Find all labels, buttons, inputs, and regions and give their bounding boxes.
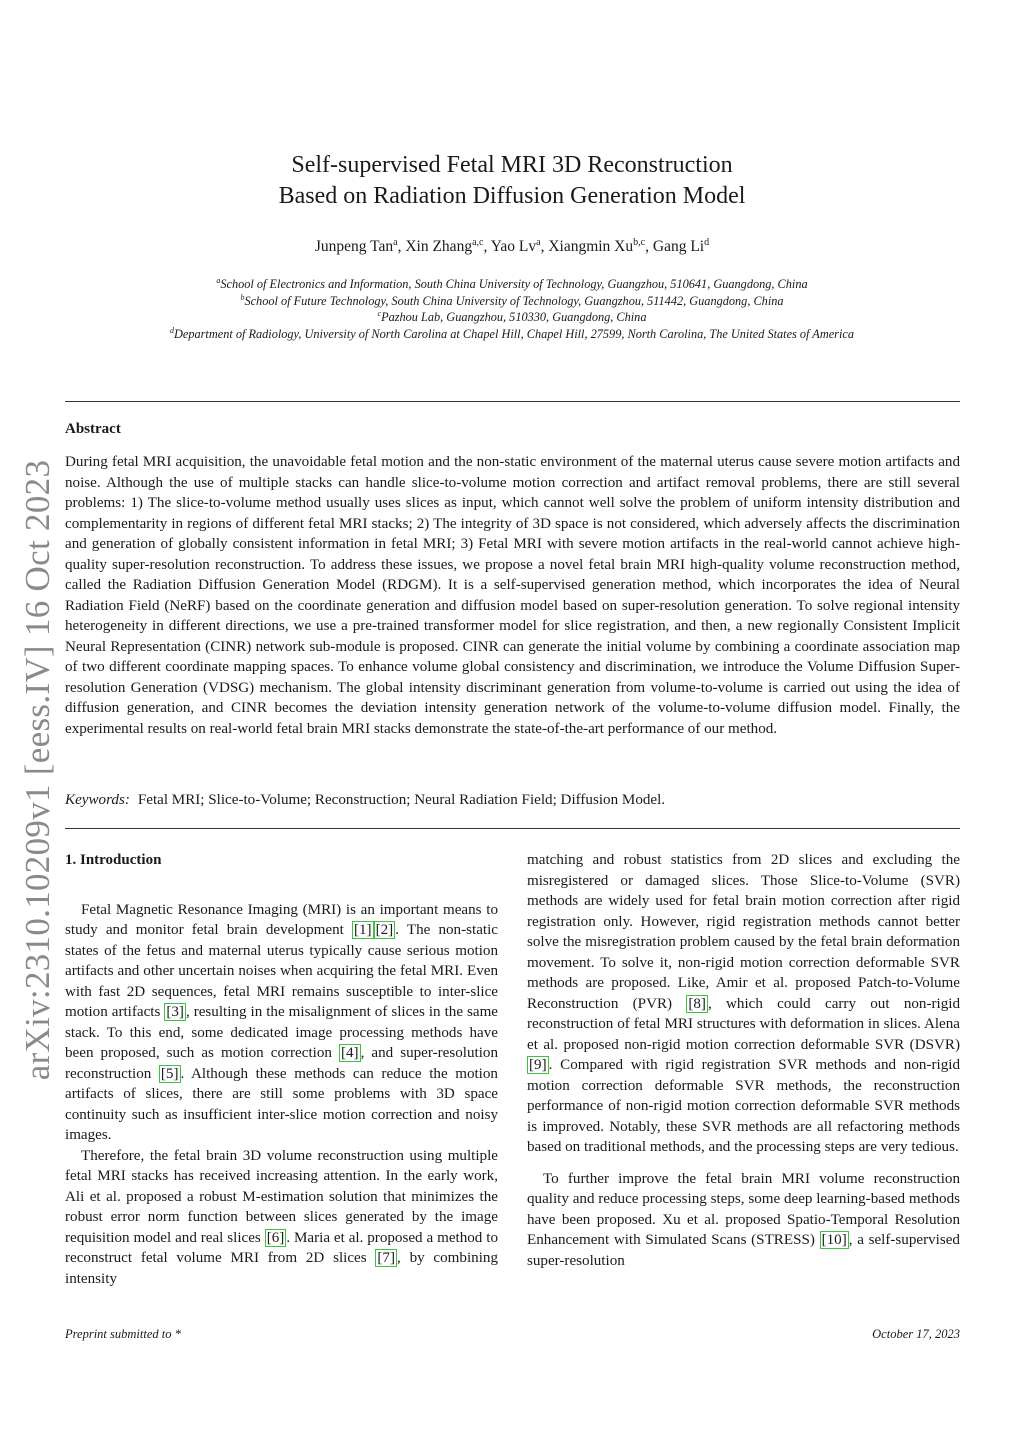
footer-date: October 17, 2023 xyxy=(872,1327,960,1341)
right-column xyxy=(527,850,960,1271)
citation-link[interactable]: [10] xyxy=(821,1232,847,1248)
footer-preprint: Preprint submitted to * xyxy=(65,1327,181,1341)
left-column xyxy=(65,850,498,1289)
affiliation-line xyxy=(0,326,1024,343)
affiliation-mark: c xyxy=(377,308,382,318)
citation-link[interactable]: [8] xyxy=(688,995,706,1012)
arxiv-sidebar xyxy=(8,450,68,1090)
bottom-divider xyxy=(65,828,960,829)
author-name: Gang Li xyxy=(652,238,705,255)
citation-link[interactable]: [6] xyxy=(266,1229,285,1246)
intro-paragraph-2: Therefore, the fetal brain 3D volume reconstruction using multiple fetal MRI stacks has received increasing attention. In the early work, Ali et al. proposed a robust M-estimation solution that minimizes the robust error norm function between slices generated by the image requisition model and real slices [6] . Maria et al. proposed a method to reconstruct fetal volume MRI from 2D slices [7] , by combining intensity xyxy=(65,1147,498,1287)
author-name: Xiangmin Xu xyxy=(548,238,634,255)
citation-link[interactable]: [2] xyxy=(375,922,394,938)
abstract-heading: Abstract xyxy=(65,421,121,437)
keywords xyxy=(65,792,960,809)
author-affil-mark: d xyxy=(704,236,710,248)
citation-link[interactable]: [3] xyxy=(166,1004,184,1020)
intro-paragraph-1: Fetal Magnetic Resonance Imaging (MRI) is an important means to study and monitor fetal brain development [1] [2] . The non-static states of the fetus and maternal uterus typically cause serious motion artifacts and other uncertain noises when acquiring the fetal MRI. Even with fast 2D sequences, fetal MRI remains susceptible to inter-slice motion artifacts [3] , resulting in the misalignment of slices in the same stack. To this end, some dedicated image processing methods have been proposed, such as motion correction [4] , and super-resolution reconstruction [5] . Although these methods can reduce the motion artifacts of slices, there are still some problems with 3D space continuity such as insufficient inter-slice motion correction and noisy images. xyxy=(65,901,499,1143)
title-line-2: Based on Radiation Diffusion Generation Model xyxy=(278,183,746,209)
abstract-body: During fetal MRI acquisition, the unavoidable fetal motion and the non-static environment of the maternal uterus cause severe motion artifacts and noise. Although the use of multiple stacks can handle slice-to-volume motion correction and artifact removal problems, there are still several problems: 1) The slice-to-volume method usually uses slices as input, which cannot well solve the problem of uniform intensity distribution and complementarity in regions of different fetal MRI stacks; 2) The integrity of 3D space is not considered, which adversely affects the discrimination and generation of globally consistent information in fetal MRI; 3) Fetal MRI with severe motion artifacts in the real-world cannot achieve high-quality super-resolution reconstruction. To address these issues, we propose a novel fetal brain MRI high-quality volume reconstruction method, called the Radiation Diffusion Generation Model (RDGM). It is a self-supervised generation method, which incorporates the idea of Neural Radiation Field (NeRF) based on the coordinate generation and diffusion model based on super-resolution generation. To solve regional intensity heterogeneity in different directions, we use a pre-trained transformer model for slice registration, and then, a new regionally Consistent Implicit Neural Representation (CINR) network sub-module is proposed. CINR can generate the initial volume by combining a coordinate association map of two different coordinate mapping spaces. To enhance volume global consistency and discrimination, we introduce the Volume Diffusion Super-resolution Generation (VDSG) mechanism. The global intensity discriminant generation from volume-to-volume is carried out using the idea of diffusion generation, and CINR becomes the deviation intensity generation network of the volume-to-volume diffusion model. Finally, the experimental results on real-world fetal brain MRI stacks demonstrate the state-of-the-art performance of our method. xyxy=(65,454,960,737)
paper-title xyxy=(0,150,1024,212)
author-affil-mark: a,c xyxy=(472,236,484,248)
author-name: Yao Lv xyxy=(490,238,537,255)
affiliation-text: Pazhou Lab, Guangzhou, 510330, Guangdong, China xyxy=(381,310,647,324)
citation-link[interactable]: [7] xyxy=(377,1250,396,1266)
affiliation-line xyxy=(0,276,1024,293)
affiliation-text: School of Electronics and Information, South China University of Technology, Guangzhou, 510641, Guangdong, China xyxy=(220,277,808,291)
affiliation-mark: a xyxy=(216,275,221,285)
affiliation-mark: d xyxy=(170,325,175,335)
citation-link[interactable]: [1] xyxy=(353,922,372,938)
author-affil-mark: a xyxy=(393,236,398,248)
affiliation-line xyxy=(0,309,1024,326)
arxiv-id: arXiv:2310.10209v1 [eess.IV] 16 Oct 2023 xyxy=(18,459,57,1081)
section-heading-introduction: 1. Introduction xyxy=(65,852,162,868)
title-line-1: Self-supervised Fetal MRI 3D Reconstruction xyxy=(291,152,733,178)
citation-link[interactable]: [9] xyxy=(529,1057,547,1073)
author-affil-mark: b,c xyxy=(633,236,646,248)
affiliation-mark: b xyxy=(240,292,245,302)
author-list: Junpeng Tan$^a$, Xin Zhang$^{a,c}$, Yao Lv$^a$, Xiangmin Xu$^{b,c}$, Gang Li$^d$ xyxy=(314,236,710,255)
author-name: Junpeng Tan xyxy=(314,238,394,255)
top-divider xyxy=(65,401,960,402)
author-name: Xin Zhang xyxy=(405,238,473,255)
keywords-label: Keywords: xyxy=(65,792,130,808)
citation-link[interactable]: [4] xyxy=(340,1045,359,1061)
affiliation-text: Department of Radiology, University of North Carolina at Chapel Hill, Chapel Hill, 27599, North Carolina, The United States of America xyxy=(174,326,854,341)
affiliation-list xyxy=(0,276,1024,342)
author-affil-mark: a xyxy=(536,236,541,248)
citation-link[interactable]: [5] xyxy=(160,1065,179,1082)
affiliation-line xyxy=(0,293,1024,310)
intro-paragraph-2-continued: matching and robust statistics from 2D slices and excluding the misregistered or damaged slices. Those Slice-to-Volume (SVR) methods are widely used for fetal brain motion correction after rigid registration only. However, rigid registration methods cannot better solve the misregistration problem caused by the fetal brain deformation movement. To solve it, non-rigid motion correction deformable SVR methods are proposed. Like, Amir et al. proposed Patch-to-Volume Reconstruction (PVR) [8] , which could carry out non-rigid reconstruction of fetal MRI structures with deformation in slices. Alena et al. proposed non-rigid motion correction deformable SVR (DSVR) [9] . Compared with rigid registration SVR methods and non-rigid motion correction deformable SVR methods, the reconstruction performance of non-rigid motion correction deformable SVR methods is improved. Notably, these SVR methods are all refactoring methods based on traditional methods, and the processing steps are very tedious. xyxy=(527,852,961,1155)
intro-paragraph-3: To further improve the fetal brain MRI volume reconstruction quality and reduce processing steps, some deep learning-based methods have been proposed. Xu et al. proposed Spatio-Temporal Resolution Enhancement with Simulated Scans (STRESS) [10] , a self-supervised super-resolution xyxy=(527,1170,960,1269)
keywords-text: Fetal MRI; Slice-to-Volume; Reconstruction; Neural Radiation Field; Diffusion Model. xyxy=(137,792,666,808)
affiliation-text: School of Future Technology, South China University of Technology, Guangzhou, 511442, Guangdong, China xyxy=(244,293,784,308)
